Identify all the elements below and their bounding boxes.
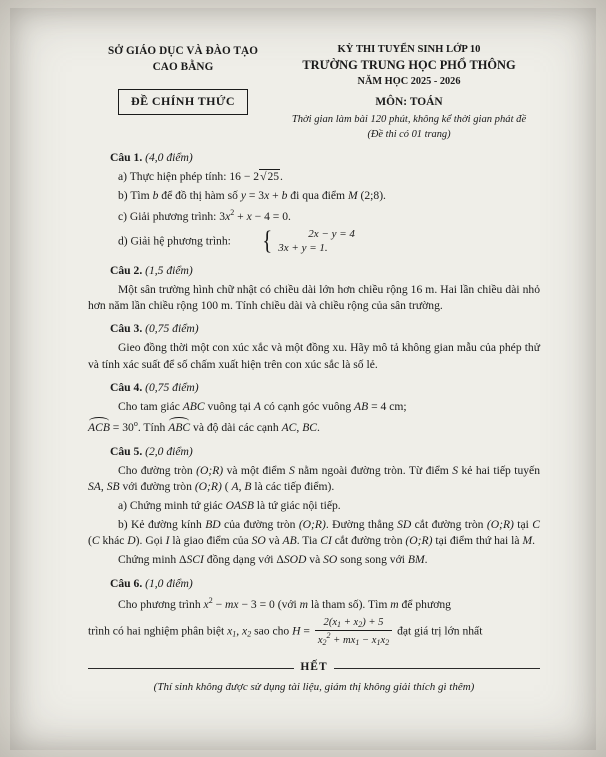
question-1d: d) Giải hệ phương trình: { 2x − y = 4 3x + y = 1. <box>118 226 355 256</box>
question-3 <box>88 321 540 373</box>
question-1-heading <box>88 150 540 166</box>
question-4-body-line2: ACB = $30^o$. Tính ABC và độ dài các cạnh AC, BC. <box>88 418 540 436</box>
fraction-numerator: $2(x_1 + x_2) + 5$ <box>323 617 384 630</box>
end-word: HẾT <box>300 661 328 674</box>
question-4 <box>88 380 540 436</box>
question-5-title: Câu 5. <box>110 444 143 458</box>
question-4-points: (0,75 điểm) <box>145 381 199 395</box>
subject-label: MÔN: <box>375 96 408 109</box>
fraction-denominator: $x_2^2 + mx_1 - x_1x_2$ <box>315 630 392 648</box>
question-2-points: (1,5 điểm) <box>145 263 193 277</box>
question-2-title: Câu 2. <box>110 263 143 277</box>
question-4-body-line1: Cho tam giác ABC vuông tại A có cạnh góc vuông AB = 4 cm; <box>118 400 407 414</box>
angle-abc: ABC <box>168 418 190 436</box>
question-1 <box>88 150 540 255</box>
exam-line3: NĂM HỌC 2025 - 2026 <box>357 75 461 87</box>
question-5-conclusion: Chứng minh ΔSCI đồng dạng với ΔSOD và SO song song với BM. <box>118 553 428 567</box>
question-3-body: Gieo đồng thời một con xúc xắc và một đồng xu. Hãy mô tả không gian mẫu của phép thử và tính xác suất để số chấm xuất hiện trên con xúc sắc là số lẻ. <box>88 341 540 371</box>
question-5a: a) Chứng minh tứ giác OASB là tứ giác nội tiếp. <box>118 498 341 512</box>
end-rule-left <box>88 668 294 669</box>
exam-line2: TRƯỜNG TRUNG HỌC PHỔ THÔNG <box>302 58 516 73</box>
question-3-title: Câu 3. <box>110 322 143 336</box>
header-right-block <box>278 42 540 143</box>
header-left-block <box>88 42 278 115</box>
brace-glyph: { <box>262 226 273 256</box>
question-1-title: Câu 1. <box>110 151 143 165</box>
document-header <box>88 42 540 143</box>
paper-content <box>88 42 540 695</box>
question-4-heading <box>88 380 540 396</box>
fraction-H <box>315 617 392 647</box>
subject-line <box>278 94 540 110</box>
time-note: Thời gian làm bài 120 phút, không kể thời gian phát đề <box>291 114 527 126</box>
question-2 <box>88 263 540 315</box>
official-exam-badge: ĐỀ CHÍNH THỨC <box>118 89 248 115</box>
question-5-heading <box>88 444 540 460</box>
pages-note: (Đề thi có 01 trang) <box>367 129 451 141</box>
question-3-heading <box>88 321 540 337</box>
end-marker <box>88 659 540 675</box>
question-1b: b) Tìm b để đồ thị hàm số y = 3x + b đi qua điểm M (2;8). <box>118 189 386 203</box>
question-5 <box>88 444 540 569</box>
question-2-heading <box>88 263 540 279</box>
end-rule-right <box>334 668 540 669</box>
question-4-title: Câu 4. <box>110 381 143 395</box>
question-6-line1: Cho phương trình $x^2$ − mx − 3 = 0 (với m là tham số). Tìm m để phương <box>118 595 451 611</box>
department-line1: SỞ GIÁO DỤC VÀ ĐÀO TẠO <box>107 45 259 57</box>
exam-line1: KỲ THI TUYỂN SINH LỚP 10 <box>337 44 481 55</box>
official-box-wrap <box>88 82 278 115</box>
question-6-title: Câu 6. <box>110 576 143 590</box>
question-2-body: Một sân trường hình chữ nhật có chiều dài lớn hơn chiều rộng 16 m. Hai lần chiều dài nhỏ hơn năm lần chiều rộng 100 m. Tính chiều dài và chiều rộng của sân trường. <box>88 282 540 312</box>
question-5-intro: Cho đường tròn (O;R) và một điểm S nằm ngoài đường tròn. Từ điểm S kẻ hai tiếp tuyến SA, SB với đường tròn (O;R) ( A, B là các tiếp điểm). <box>88 463 540 494</box>
paper-sheet <box>10 8 596 750</box>
question-6-points: (1,0 điểm) <box>145 576 193 590</box>
question-1-points: (4,0 điểm) <box>145 151 193 165</box>
sqrt-25: √25 <box>260 170 280 184</box>
system-rows: 2x − y = 4 3x + y = 1. <box>278 228 355 254</box>
question-6 <box>88 576 540 647</box>
department-line2: CAO BẰNG <box>152 60 214 73</box>
question-5b: b) Kẻ đường kính BD của đường tròn (O;R). Đường thẳng SD cắt đường tròn (O;R) tại C (C khác D). Gọi I là giao điểm của SO và AB. Tia CI cắt đường tròn (O;R) tại điểm thứ hai là M. <box>88 517 541 548</box>
question-5-points: (2,0 điểm) <box>145 444 193 458</box>
system-of-equations <box>234 228 355 256</box>
question-3-points: (0,75 điểm) <box>145 322 199 336</box>
question-6-heading <box>88 576 540 592</box>
question-6-line2: trình có hai nghiệm phân biệt $x_1$, $x_2$ sao cho H = $\frac{2(x_1 + x_2) + 5}{x_2^2 + mx_1 - x_1x_2}$ đạt giá trị lớn nhất <box>88 617 483 647</box>
angle-acb: ACB <box>88 418 110 436</box>
subject-value: TOÁN <box>409 96 443 109</box>
footer-note: (Thí sinh không được sử dụng tài liệu, giám thị không giải thích gì thêm) <box>153 680 475 693</box>
question-1c: c) Giải phương trình: $3x^2 + x - 4 = 0$. <box>118 208 291 224</box>
question-1a: a) Thực hiện phép tính: 16 − 2√25. <box>118 170 283 184</box>
